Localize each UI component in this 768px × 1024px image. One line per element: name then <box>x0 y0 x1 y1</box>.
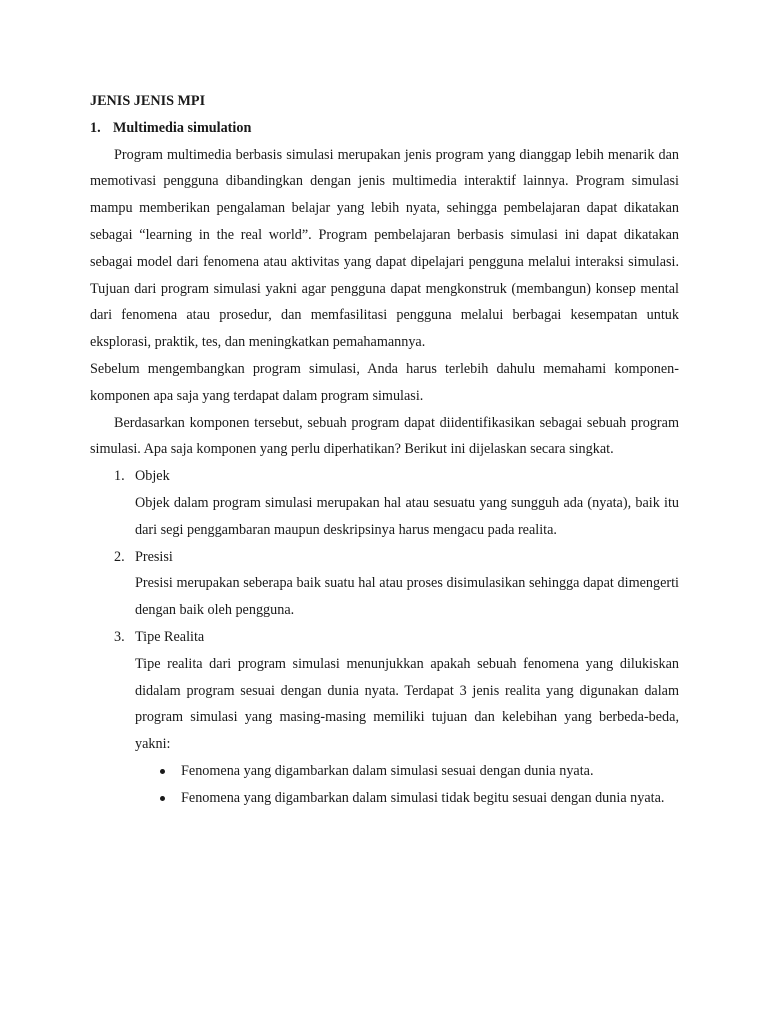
list-item-body: Tipe realita dari program simulasi menunjukkan apakah sebuah fenomena yang dilukiskan didalam program sesuai dengan dunia nyata. Terdapat 3 jenis realita yang digunakan dalam program simulasi yang masing-masing memiliki tujuan dan kelebihan yang berbeda-beda, yakni: <box>135 655 679 753</box>
bullet-item <box>90 758 679 785</box>
bullet-text: Fenomena yang digambarkan dalam simulasi tidak begitu sesuai dengan dunia nyata. <box>181 789 665 806</box>
document-title: JENIS JENIS MPI <box>90 93 206 109</box>
bullet-dot-icon <box>160 796 165 801</box>
list-item-body: Objek dalam program simulasi merupakan hal atau sesuatu yang sungguh ada (nyata), baik itu dari segi penggambaran maupun deskripsinya harus mengacu pada realita. <box>135 494 679 538</box>
list-item-tipe-realita <box>90 624 679 758</box>
section-heading-text: Multimedia simulation <box>113 119 252 136</box>
list-item-number: 2. <box>114 548 125 565</box>
list-item-number: 3. <box>114 628 125 645</box>
list-item-objek <box>90 463 679 543</box>
section-number: 1. <box>90 119 101 136</box>
list-item-heading <box>90 463 679 490</box>
list-item-label: Objek <box>135 468 170 485</box>
list-item-heading <box>90 544 679 571</box>
bullet-dot-icon <box>160 769 165 774</box>
bullet-list <box>90 758 679 812</box>
paragraph-intro: Program multimedia berbasis simulasi merupakan jenis program yang dianggap lebih menarik dan memotivasi pengguna dibandingkan dengan jenis multimedia interaktif lainnya. Program simulasi mampu memberikan pengalaman belajar yang lebih nyata, sehingga pembelajaran dapat dikatakan sebagai “learning in the real world”. Program pembelajaran berbasis simulasi ini dapat dikatakan sebagai model dari fenomena atau aktivitas yang dapat dipelajari pengguna melalui interaksi simulasi. Tujuan dari program simulasi yakni agar pengguna dapat mengkonstruk (membangun) konsep mental dari fenomena atau prosedur, dan memfasilitasi pengguna melalui berbagai kesempatan untuk eksplorasi, praktik, tes, dan meningkatkan pemahamannya. <box>90 146 679 351</box>
list-item-number: 1. <box>114 468 125 485</box>
bullet-text: Fenomena yang digambarkan dalam simulasi sesuai dengan dunia nyata. <box>181 762 594 779</box>
list-item-body: Presisi merupakan seberapa baik suatu hal atau proses disimulasikan sehingga dapat dimengerti dengan baik oleh pengguna. <box>135 575 679 619</box>
list-item-presisi <box>90 544 679 624</box>
bullet-item <box>90 785 679 812</box>
section-heading <box>90 115 679 142</box>
list-item-label: Tipe Realita <box>135 628 205 645</box>
list-item-heading <box>90 624 679 651</box>
paragraph-components: Sebelum mengembangkan program simulasi, Anda harus terlebih dahulu memahami komponen-komponen apa saja yang terdapat dalam program simulasi. <box>90 360 679 404</box>
list-item-label: Presisi <box>135 548 173 565</box>
paragraph-identification: Berdasarkan komponen tersebut, sebuah program dapat diidentifikasikan sebagai sebuah program simulasi. Apa saja komponen yang perlu diperhatikan? Berikut ini dijelaskan secara singkat. <box>90 414 679 458</box>
document-page <box>90 88 679 812</box>
